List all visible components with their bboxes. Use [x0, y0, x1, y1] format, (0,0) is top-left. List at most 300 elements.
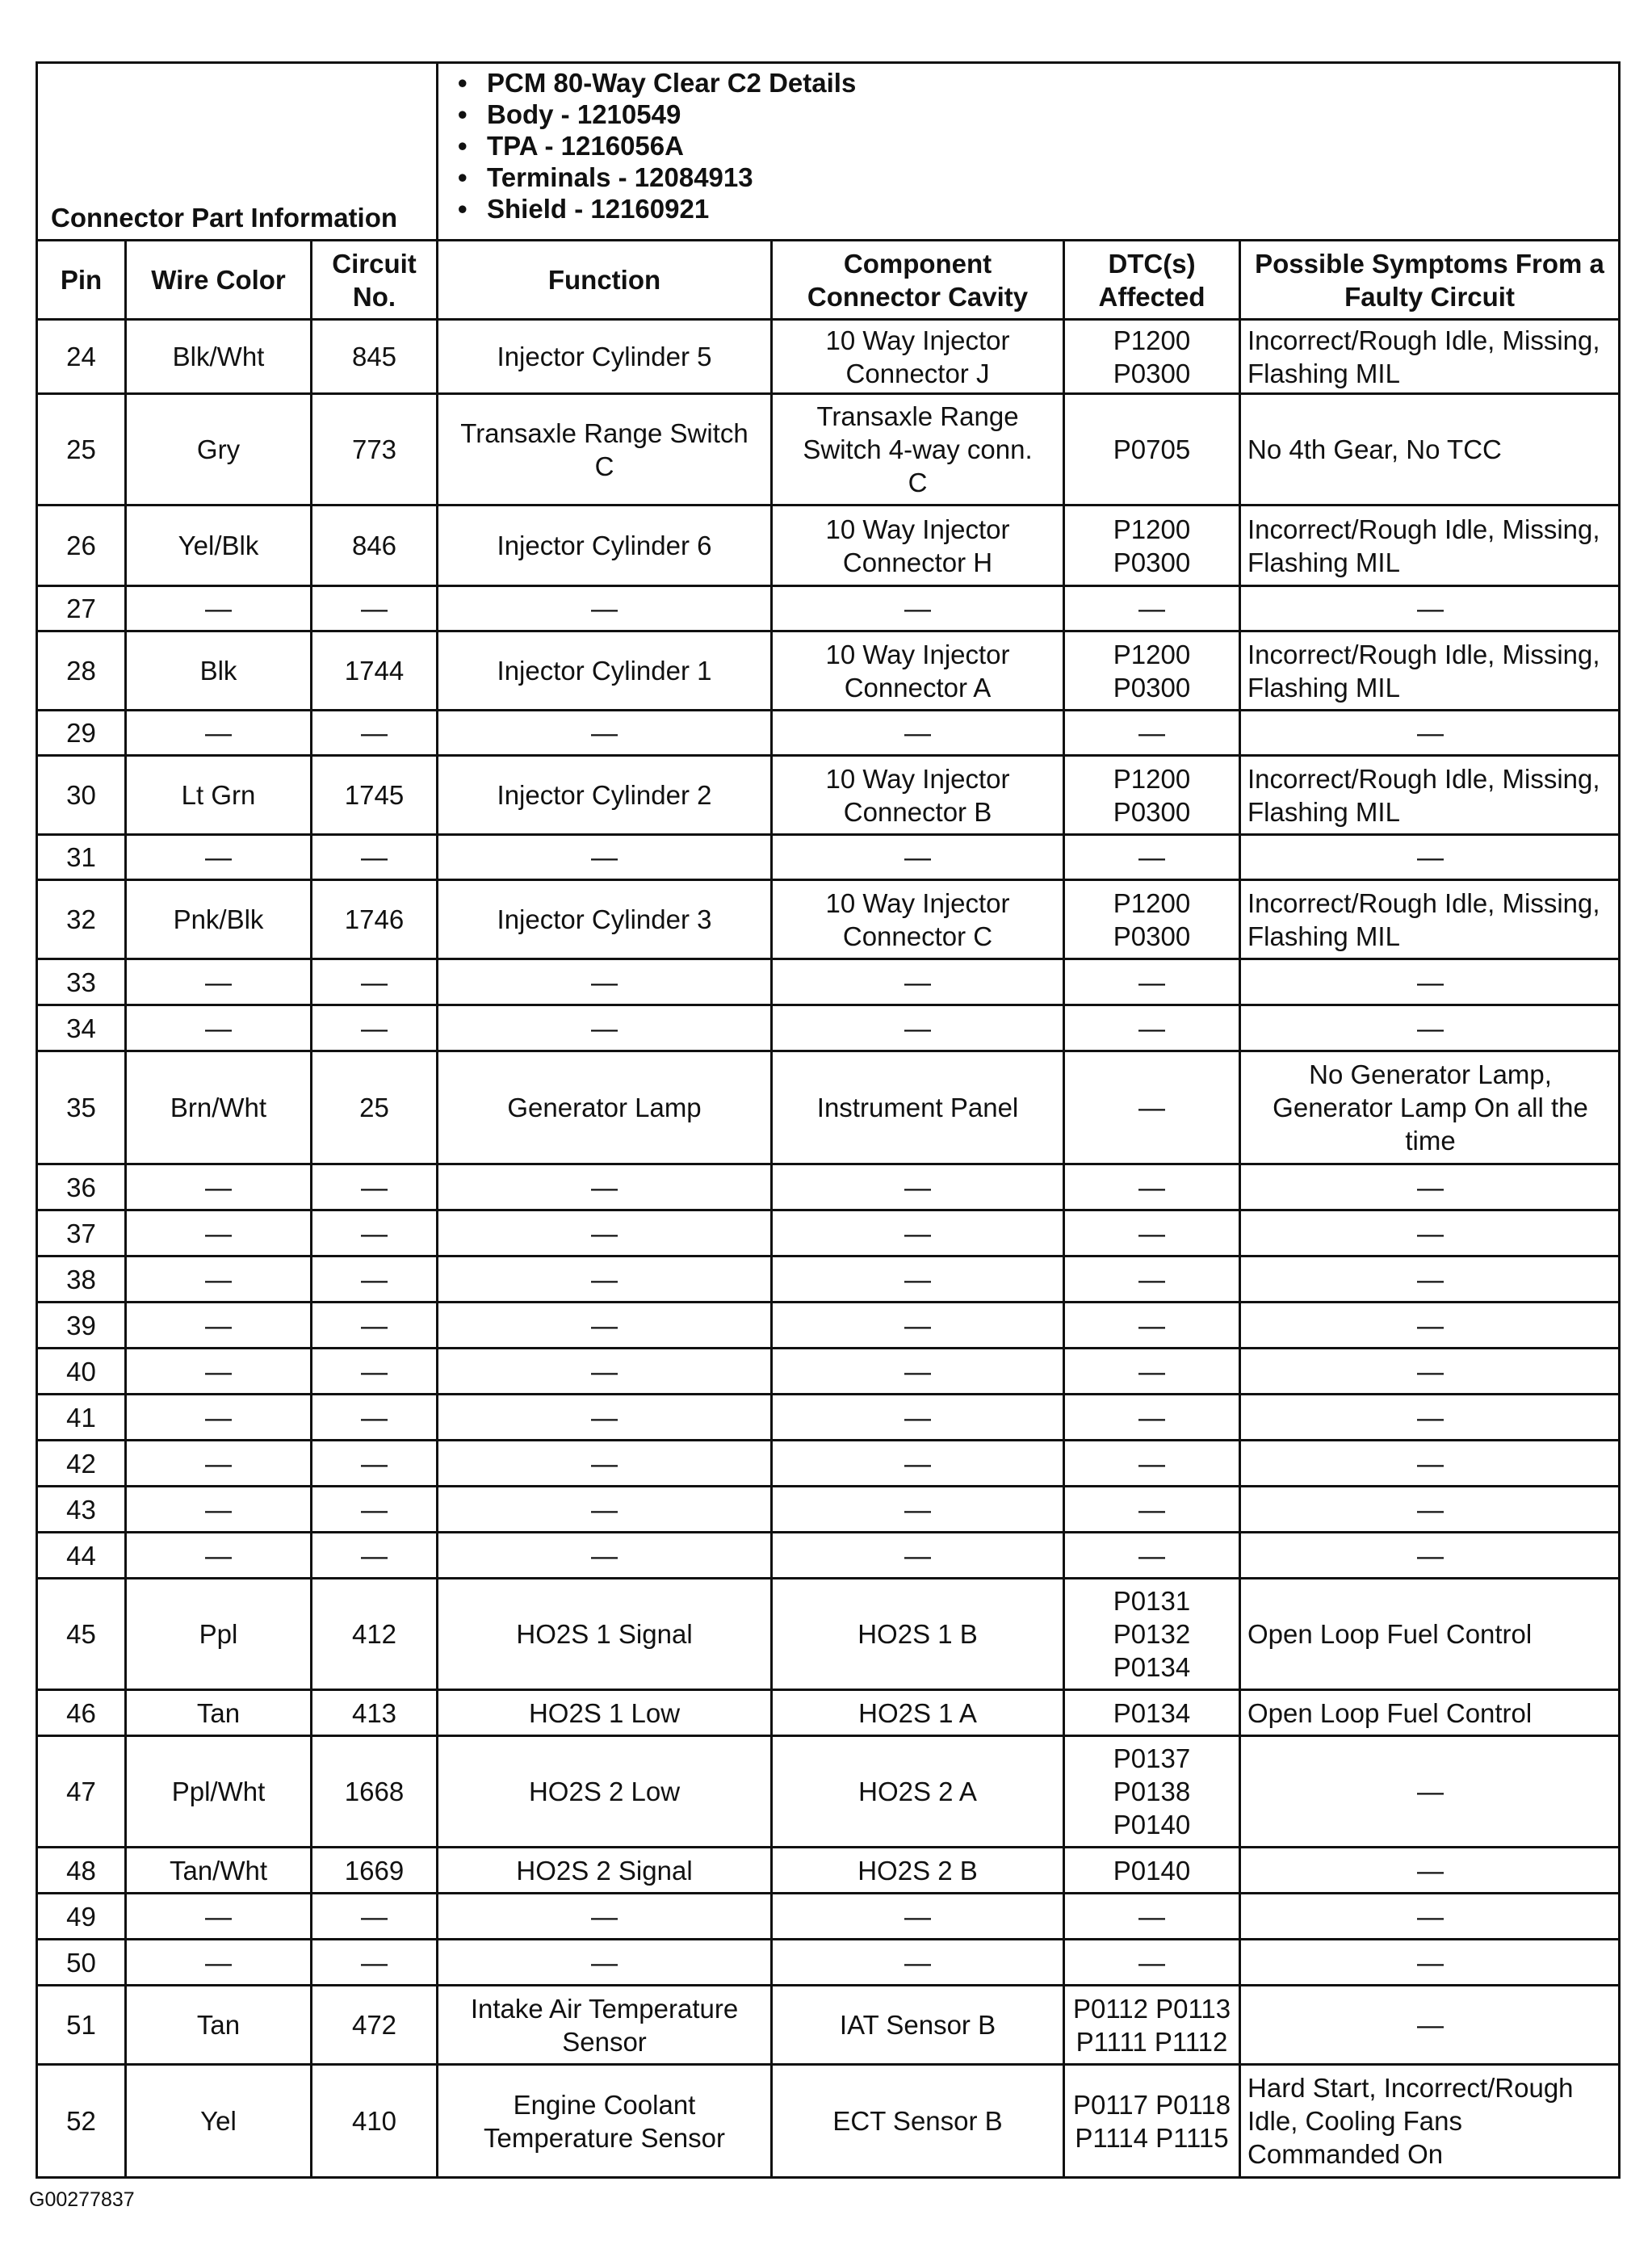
function-line: Engine Coolant [513, 2089, 696, 2120]
symptoms-cell [1240, 1579, 1620, 1690]
dtc-cell [1064, 1395, 1240, 1441]
pin-cell: 34 [37, 1005, 126, 1051]
function-line: Injector Cylinder 3 [497, 904, 712, 934]
function-cell [438, 1051, 772, 1164]
symptoms-cell [1240, 1690, 1620, 1736]
symptoms-line: Incorrect/Rough Idle, Missing, [1247, 887, 1600, 918]
circuit-no-cell: — [312, 1533, 438, 1579]
symptoms-line: — [1417, 1448, 1444, 1479]
detail-item: • PCM 80-Way Clear C2 Details [487, 67, 1610, 99]
component-cavity-line: Switch 4-way conn. [803, 434, 1033, 464]
dtc-cell [1064, 1441, 1240, 1487]
component-cavity-cell [772, 959, 1064, 1005]
table-row [37, 1533, 1620, 1579]
col-circuit-line-2: No. [352, 281, 396, 312]
pin-cell: 41 [37, 1395, 126, 1441]
circuit-no-cell: 410 [312, 2065, 438, 2178]
symptoms-line: — [1417, 1777, 1444, 1806]
col-symptoms-line-1: Possible Symptoms From a [1255, 248, 1604, 279]
function-cell [438, 320, 772, 394]
symptoms-line: — [1417, 1855, 1444, 1886]
wire-color-cell: — [126, 1487, 312, 1533]
component-cavity-cell [772, 586, 1064, 631]
symptoms-cell [1240, 586, 1620, 631]
function-cell [438, 1986, 772, 2065]
function-cell [438, 1395, 772, 1441]
symptoms-line: — [1417, 1540, 1444, 1571]
component-cavity-cell [772, 1690, 1064, 1736]
function-line: — [591, 967, 618, 997]
pin-cell: 52 [37, 2065, 126, 2178]
component-cavity-line: 10 Way Injector [825, 763, 1010, 794]
component-cavity-line: 10 Way Injector [825, 639, 1010, 669]
dtc-cell [1064, 1164, 1240, 1210]
wire-color-cell: — [126, 1395, 312, 1441]
function-cell [438, 1690, 772, 1736]
function-cell [438, 1894, 772, 1940]
dtc-line: P0140 [1113, 1855, 1191, 1886]
table-row [37, 1441, 1620, 1487]
function-cell [438, 959, 772, 1005]
symptoms-cell [1240, 835, 1620, 880]
component-cavity-cell [772, 1051, 1064, 1164]
component-cavity-line: IAT Sensor B [839, 2010, 996, 2040]
dtc-cell [1064, 1349, 1240, 1395]
table-row [37, 1005, 1620, 1051]
component-cavity-line: — [904, 1310, 932, 1340]
table-row [37, 586, 1620, 631]
component-cavity-cell [772, 394, 1064, 506]
component-cavity-cell [772, 1487, 1064, 1533]
detail-item: • Terminals - 12084913 [487, 162, 1610, 193]
symptoms-line: Incorrect/Rough Idle, Missing, [1247, 639, 1600, 669]
circuit-no-cell: 1746 [312, 880, 438, 959]
function-cell [438, 631, 772, 711]
dtc-line: P1200 [1113, 887, 1191, 918]
dtc-cell [1064, 1303, 1240, 1349]
symptoms-line: — [1417, 1901, 1444, 1932]
function-cell [438, 1848, 772, 1894]
function-line: Intake Air Temperature [470, 1993, 739, 2024]
dtc-cell [1064, 506, 1240, 586]
dtc-line: — [1138, 1310, 1166, 1340]
connector-part-label: Connector Part Information [37, 63, 438, 241]
component-cavity-cell [772, 835, 1064, 880]
connector-info-row [37, 63, 1620, 241]
symptoms-line: — [1417, 1402, 1444, 1433]
function-cell [438, 394, 772, 506]
wire-color-cell: — [126, 1005, 312, 1051]
function-line: Injector Cylinder 1 [497, 656, 712, 686]
function-cell [438, 506, 772, 586]
circuit-no-cell: — [312, 711, 438, 756]
component-cavity-cell [772, 1395, 1064, 1441]
wire-color-cell: Yel [126, 2065, 312, 2178]
circuit-no-cell: 845 [312, 320, 438, 394]
dtc-line: P0300 [1113, 672, 1191, 703]
pin-cell: 30 [37, 756, 126, 835]
dtc-line: — [1138, 1494, 1166, 1525]
symptoms-line: Flashing MIL [1247, 796, 1400, 827]
col-dtc [1064, 241, 1240, 320]
table-row [37, 711, 1620, 756]
component-cavity-line: Connector H [842, 547, 993, 577]
connector-sheet [36, 61, 1618, 2179]
component-cavity-cell [772, 1210, 1064, 1256]
symptoms-cell [1240, 1051, 1620, 1164]
function-cell [438, 1487, 772, 1533]
pin-cell: 26 [37, 506, 126, 586]
dtc-line: P1114 P1115 [1075, 2122, 1229, 2153]
function-cell [438, 835, 772, 880]
dtc-cell [1064, 835, 1240, 880]
circuit-no-cell: 25 [312, 1051, 438, 1164]
wire-color-cell: — [126, 1940, 312, 1986]
pin-cell: 31 [37, 835, 126, 880]
symptoms-line: Generator Lamp On all the [1273, 1093, 1588, 1122]
component-cavity-line: 10 Way Injector [825, 514, 1010, 544]
pin-cell: 46 [37, 1690, 126, 1736]
dtc-line: P0117 P0118 [1072, 2089, 1231, 2120]
table-row [37, 1940, 1620, 1986]
function-line: — [591, 842, 618, 872]
circuit-no-cell: — [312, 1210, 438, 1256]
dtc-cell [1064, 631, 1240, 711]
symptoms-line: — [1417, 967, 1444, 997]
wire-color-cell: Pnk/Blk [126, 880, 312, 959]
col-wire-color: Wire Color [126, 241, 312, 320]
circuit-no-cell: — [312, 1349, 438, 1395]
symptoms-line: — [1417, 1947, 1444, 1978]
dtc-line: — [1138, 718, 1166, 748]
dtc-line: — [1138, 1218, 1166, 1248]
symptoms-cell [1240, 1005, 1620, 1051]
table-row [37, 1395, 1620, 1441]
function-line: — [591, 1494, 618, 1525]
symptoms-line: Incorrect/Rough Idle, Missing, [1247, 763, 1600, 794]
dtc-line: — [1138, 1947, 1166, 1978]
dtc-line: — [1138, 1013, 1166, 1043]
table-row [37, 880, 1620, 959]
dtc-cell [1064, 1848, 1240, 1894]
pin-cell: 40 [37, 1349, 126, 1395]
symptoms-line: Flashing MIL [1247, 547, 1400, 577]
symptoms-line: Open Loop Fuel Control [1247, 1697, 1533, 1728]
symptoms-cell [1240, 1395, 1620, 1441]
dtc-line: P0131 [1113, 1586, 1191, 1616]
function-line: — [591, 718, 618, 748]
function-cell [438, 1005, 772, 1051]
dtc-line: P1200 [1113, 325, 1191, 355]
symptoms-line: — [1417, 1310, 1444, 1340]
table-row [37, 320, 1620, 394]
function-cell [438, 880, 772, 959]
function-line: Generator Lamp [507, 1093, 702, 1122]
component-cavity-line: Connector A [844, 672, 992, 703]
dtc-line: P0134 [1113, 1697, 1191, 1728]
wire-color-cell: — [126, 835, 312, 880]
dtc-line: — [1138, 967, 1166, 997]
dtc-line: P0132 [1113, 1619, 1191, 1649]
symptoms-line: — [1417, 594, 1444, 623]
function-cell [438, 586, 772, 631]
symptoms-cell [1240, 1164, 1620, 1210]
component-cavity-line: HO2S 2 B [857, 1855, 978, 1886]
col-pin: Pin [37, 241, 126, 320]
circuit-no-cell: 412 [312, 1579, 438, 1690]
dtc-cell [1064, 711, 1240, 756]
dtc-line: P1200 [1113, 639, 1191, 669]
circuit-no-cell: 413 [312, 1690, 438, 1736]
wire-color-cell: Blk [126, 631, 312, 711]
component-cavity-cell [772, 506, 1064, 586]
col-circuit-no [312, 241, 438, 320]
pin-cell: 49 [37, 1894, 126, 1940]
symptoms-line: Commanded On [1247, 2139, 1444, 2169]
function-line: Injector Cylinder 2 [497, 780, 712, 810]
component-cavity-cell [772, 1940, 1064, 1986]
component-cavity-line: Instrument Panel [816, 1093, 1019, 1122]
component-cavity-line: — [904, 594, 932, 623]
circuit-no-cell: — [312, 1487, 438, 1533]
component-cavity-line: Connector J [845, 358, 990, 388]
circuit-no-cell: 1668 [312, 1736, 438, 1848]
component-cavity-line: HO2S 1 B [857, 1619, 978, 1649]
circuit-no-cell: — [312, 1164, 438, 1210]
wire-color-cell: — [126, 1303, 312, 1349]
symptoms-line: — [1417, 1356, 1444, 1387]
pin-cell: 50 [37, 1940, 126, 1986]
symptoms-cell [1240, 1441, 1620, 1487]
component-cavity-line: — [904, 1402, 932, 1433]
function-line: — [591, 1013, 618, 1043]
table-row [37, 1579, 1620, 1690]
wire-color-cell: Brn/Wht [126, 1051, 312, 1164]
dtc-cell [1064, 586, 1240, 631]
component-cavity-line: — [904, 1540, 932, 1571]
circuit-no-cell: 472 [312, 1986, 438, 2065]
function-line: HO2S 2 Signal [516, 1855, 693, 1886]
symptoms-line: — [1417, 1264, 1444, 1294]
pin-cell: 29 [37, 711, 126, 756]
wire-color-cell: Ppl [126, 1579, 312, 1690]
component-cavity-cell [772, 1349, 1064, 1395]
component-cavity-cell [772, 1303, 1064, 1349]
symptoms-line: — [1417, 1013, 1444, 1043]
component-cavity-cell [772, 1005, 1064, 1051]
wire-color-cell: — [126, 711, 312, 756]
dtc-line: P1200 [1113, 763, 1191, 794]
column-header-row [37, 241, 1620, 320]
details-list [487, 67, 1610, 224]
function-line: — [591, 1901, 618, 1932]
col-component-line-1: Component [843, 248, 992, 279]
component-cavity-line: — [904, 718, 932, 748]
dtc-line: — [1138, 842, 1166, 872]
col-function: Function [438, 241, 772, 320]
component-cavity-cell [772, 711, 1064, 756]
function-cell [438, 1210, 772, 1256]
wire-color-cell: Gry [126, 394, 312, 506]
symptoms-line: — [1417, 842, 1444, 872]
dtc-cell [1064, 320, 1240, 394]
dtc-line: P0137 [1113, 1743, 1191, 1773]
circuit-no-cell: 846 [312, 506, 438, 586]
pin-cell: 24 [37, 320, 126, 394]
pin-cell: 51 [37, 1986, 126, 2065]
circuit-no-cell: — [312, 959, 438, 1005]
table-body [37, 320, 1620, 2178]
function-line: — [591, 1540, 618, 1571]
function-cell [438, 1736, 772, 1848]
function-line: HO2S 1 Low [528, 1697, 681, 1728]
function-line: HO2S 2 Low [528, 1777, 681, 1806]
symptoms-cell [1240, 711, 1620, 756]
detail-item: • Body - 1210549 [487, 99, 1610, 130]
circuit-no-cell: — [312, 1940, 438, 1986]
circuit-no-cell: 773 [312, 394, 438, 506]
table-row [37, 835, 1620, 880]
table-row [37, 959, 1620, 1005]
wire-color-cell: — [126, 1894, 312, 1940]
col-symptoms [1240, 241, 1620, 320]
table-row [37, 2065, 1620, 2178]
dtc-line: — [1138, 1264, 1166, 1294]
function-cell [438, 2065, 772, 2178]
wire-color-cell: Lt Grn [126, 756, 312, 835]
table-row [37, 1256, 1620, 1303]
symptoms-line: Idle, Cooling Fans [1247, 2106, 1462, 2136]
symptoms-cell [1240, 1986, 1620, 2065]
component-cavity-cell [772, 1986, 1064, 2065]
component-cavity-line: HO2S 1 A [858, 1697, 977, 1728]
col-circuit-line-1: Circuit [332, 248, 417, 279]
function-line: Temperature Sensor [484, 2122, 725, 2153]
wire-color-cell: — [126, 959, 312, 1005]
table-row [37, 1210, 1620, 1256]
component-cavity-line: — [904, 1172, 932, 1202]
component-cavity-line: C [908, 468, 928, 497]
component-cavity-line: Connector C [842, 921, 993, 951]
symptoms-line: — [1417, 1172, 1444, 1202]
pin-cell: 43 [37, 1487, 126, 1533]
function-line: C [594, 451, 614, 481]
circuit-no-cell: — [312, 1894, 438, 1940]
wire-color-cell: — [126, 1441, 312, 1487]
function-line: Sensor [562, 2026, 647, 2057]
dtc-line: — [1138, 594, 1166, 623]
component-cavity-line: — [904, 967, 932, 997]
pin-cell: 48 [37, 1848, 126, 1894]
symptoms-cell [1240, 394, 1620, 506]
component-cavity-cell [772, 1164, 1064, 1210]
symptoms-line: Hard Start, Incorrect/Rough [1247, 2073, 1574, 2103]
dtc-cell [1064, 1005, 1240, 1051]
detail-item: • Shield - 12160921 [487, 193, 1610, 224]
pin-cell: 44 [37, 1533, 126, 1579]
pin-cell: 33 [37, 959, 126, 1005]
col-symptoms-line-2: Faulty Circuit [1344, 281, 1515, 312]
symptoms-line: Flashing MIL [1247, 672, 1400, 703]
component-cavity-cell [772, 1894, 1064, 1940]
component-cavity-line: — [904, 1901, 932, 1932]
function-cell [438, 1579, 772, 1690]
table-header [37, 63, 1620, 320]
component-cavity-cell [772, 1736, 1064, 1848]
dtc-line: P0300 [1113, 796, 1191, 827]
pin-cell: 39 [37, 1303, 126, 1349]
pin-cell: 38 [37, 1256, 126, 1303]
table-row [37, 1487, 1620, 1533]
symptoms-line: Open Loop Fuel Control [1247, 1619, 1533, 1649]
symptoms-line: — [1417, 1494, 1444, 1525]
dtc-line: P1111 P1112 [1075, 2026, 1228, 2057]
symptoms-line: Flashing MIL [1247, 921, 1400, 951]
circuit-no-cell: 1744 [312, 631, 438, 711]
circuit-no-cell: — [312, 1395, 438, 1441]
symptoms-line: Flashing MIL [1247, 358, 1400, 388]
wire-color-cell: — [126, 1256, 312, 1303]
function-cell [438, 1940, 772, 1986]
table-row [37, 1164, 1620, 1210]
wire-color-cell: — [126, 1533, 312, 1579]
component-cavity-line: 10 Way Injector [825, 325, 1010, 355]
symptoms-cell [1240, 756, 1620, 835]
circuit-no-cell: 1669 [312, 1848, 438, 1894]
dtc-line: P0112 P0113 [1072, 1993, 1231, 2024]
dtc-line: — [1138, 1172, 1166, 1202]
table-row [37, 1894, 1620, 1940]
connector-table [36, 61, 1621, 2179]
dtc-cell [1064, 2065, 1240, 2178]
component-cavity-line: — [904, 1264, 932, 1294]
dtc-cell [1064, 880, 1240, 959]
detail-item: • TPA - 1216056A [487, 130, 1610, 162]
table-row [37, 1051, 1620, 1164]
symptoms-line: Incorrect/Rough Idle, Missing, [1247, 514, 1600, 544]
component-cavity-cell [772, 1579, 1064, 1690]
table-row [37, 1303, 1620, 1349]
symptoms-line: — [1417, 1218, 1444, 1248]
pin-cell: 47 [37, 1736, 126, 1848]
dtc-line: — [1138, 1448, 1166, 1479]
symptoms-cell [1240, 1256, 1620, 1303]
table-row [37, 631, 1620, 711]
component-cavity-line: — [904, 842, 932, 872]
symptoms-cell [1240, 1303, 1620, 1349]
function-cell [438, 1256, 772, 1303]
pin-cell: 28 [37, 631, 126, 711]
col-dtc-line-2: Affected [1098, 281, 1205, 312]
wire-color-cell: — [126, 1164, 312, 1210]
dtc-cell [1064, 1690, 1240, 1736]
table-row [37, 1690, 1620, 1736]
function-cell [438, 1164, 772, 1210]
dtc-cell [1064, 1256, 1240, 1303]
circuit-no-cell: 1745 [312, 756, 438, 835]
symptoms-cell [1240, 2065, 1620, 2178]
function-line: Transaxle Range Switch [460, 417, 748, 448]
wire-color-cell: Tan [126, 1690, 312, 1736]
circuit-no-cell: — [312, 1005, 438, 1051]
dtc-cell [1064, 756, 1240, 835]
dtc-cell [1064, 959, 1240, 1005]
component-cavity-cell [772, 320, 1064, 394]
circuit-no-cell: — [312, 1441, 438, 1487]
dtc-line: — [1138, 1901, 1166, 1932]
function-line: — [591, 1356, 618, 1387]
wire-color-cell: — [126, 1210, 312, 1256]
